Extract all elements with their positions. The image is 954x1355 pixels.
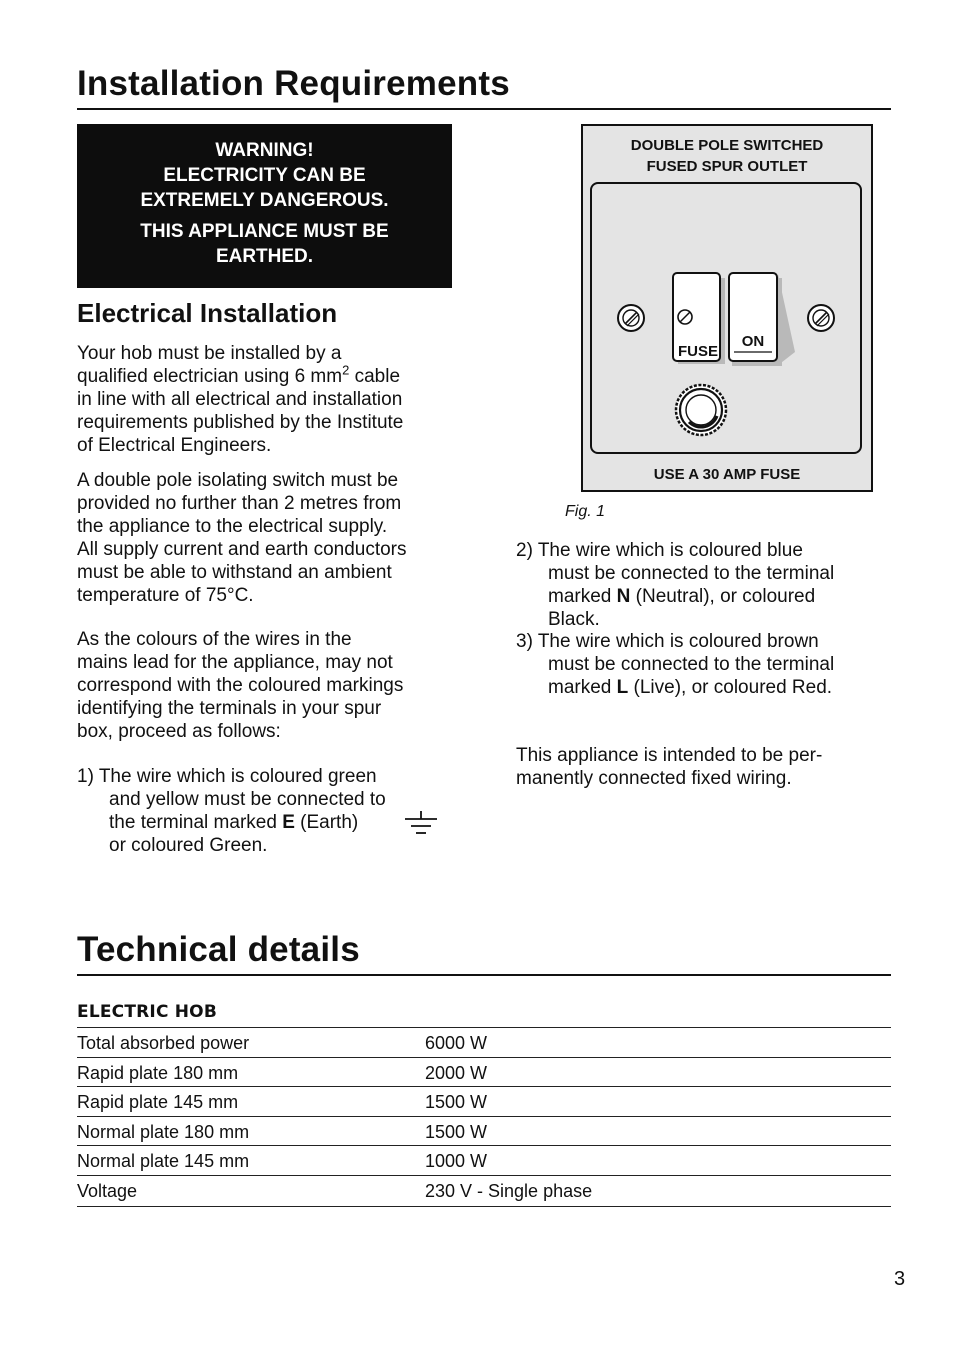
- spur-outlet-diagram: [581, 124, 873, 492]
- title-rule: [77, 108, 891, 110]
- text-line: of Electrical Engineers.: [77, 435, 272, 456]
- text-line: in line with all electrical and installation: [77, 389, 403, 410]
- text-line: [516, 676, 886, 699]
- warning-line: ELECTRICITY CAN BE: [163, 165, 366, 186]
- row-value: 1000 W: [425, 1151, 488, 1171]
- text-line: must be connected to the terminal: [548, 563, 835, 584]
- figure-top-label: DOUBLE POLE SWITCHED: [630, 137, 824, 154]
- table-row: [77, 1175, 891, 1207]
- figure-caption: Fig. 1: [565, 503, 606, 520]
- text-line: As the colours of the wires in the: [77, 629, 352, 650]
- list-item-neutral: [516, 539, 886, 631]
- text-line: must be able to withstand an ambient: [77, 562, 392, 583]
- text-span: marked: [548, 677, 617, 698]
- warning-line: THIS APPLIANCE MUST BE: [140, 221, 389, 242]
- page-number: 3: [894, 1268, 906, 1290]
- text-span: marked: [548, 586, 617, 607]
- table-title: ELECTRIC HOB: [77, 1002, 217, 1022]
- warning-line: EARTHED.: [215, 246, 314, 267]
- on-label: ON: [741, 333, 765, 350]
- table-row: [77, 1057, 891, 1088]
- text-line: [77, 811, 457, 834]
- technical-rule: [77, 974, 891, 976]
- list-item-earth: [77, 765, 457, 857]
- text-line: the appliance to the electrical supply.: [77, 516, 388, 537]
- row-label: Rapid plate 180 mm: [77, 1063, 239, 1083]
- text-line: provided no further than 2 metres from: [77, 493, 402, 514]
- row-label: Normal plate 145 mm: [77, 1151, 250, 1171]
- text-line: requirements published by the Institute: [77, 412, 404, 433]
- text-line: [516, 585, 886, 608]
- text-line: A double pole isolating switch must be: [77, 470, 399, 491]
- table-row: [77, 1086, 891, 1117]
- list-item-live: [516, 630, 886, 699]
- text-line: correspond with the coloured markings: [77, 675, 404, 696]
- warning-box: [77, 124, 452, 288]
- text-span: cable: [349, 366, 401, 387]
- row-value: 230 V - Single phase: [425, 1181, 593, 1201]
- row-value: 6000 W: [425, 1033, 488, 1053]
- text-line: temperature of 75°C.: [77, 585, 254, 606]
- fuse-label: FUSE: [677, 343, 719, 360]
- row-label: Total absorbed power: [77, 1033, 250, 1053]
- text-line: This appliance is intended to be per-: [516, 745, 823, 766]
- text-span: (Earth): [294, 812, 359, 833]
- row-label: Normal plate 180 mm: [77, 1122, 250, 1142]
- row-value: 1500 W: [425, 1122, 488, 1142]
- table-row: [77, 1145, 891, 1176]
- figure-bottom-label: USE A 30 AMP FUSE: [653, 466, 801, 483]
- row-value: 2000 W: [425, 1063, 488, 1083]
- screw-icon: [808, 305, 834, 331]
- text-line: manently connected fixed wiring.: [516, 768, 792, 789]
- text-span: the terminal marked: [109, 812, 283, 833]
- superscript: 2: [342, 362, 350, 378]
- section-heading-electrical: Electrical Installation: [77, 298, 338, 328]
- text-span: (Live), or coloured Red.: [628, 677, 833, 698]
- paragraph-isolating-switch: [77, 469, 457, 607]
- terminal-letter: E: [282, 812, 295, 833]
- text-line: 2) The wire which is coloured blue: [516, 540, 803, 561]
- row-label: Rapid plate 145 mm: [77, 1092, 239, 1112]
- text-line: 3) The wire which is coloured brown: [516, 631, 819, 652]
- paragraph-installer: [77, 342, 457, 457]
- paragraph-fixed-wiring: [516, 744, 886, 790]
- page-title: Installation Requirements: [77, 64, 510, 103]
- text-line: 1) The wire which is coloured green: [77, 766, 377, 787]
- table-row: [77, 1116, 891, 1147]
- text-line: Black.: [548, 609, 600, 630]
- row-value: 1500 W: [425, 1092, 488, 1112]
- section-title-technical: Technical details: [77, 930, 360, 969]
- text-line: mains lead for the appliance, may not: [77, 652, 393, 673]
- text-line: must be connected to the terminal: [548, 654, 835, 675]
- text-line: All supply current and earth conductors: [77, 539, 407, 560]
- text-line: or coloured Green.: [109, 835, 268, 856]
- text-span: qualified electrician using 6 mm: [77, 366, 343, 387]
- table-row: [77, 1027, 891, 1058]
- earth-symbol-icon: [402, 810, 440, 836]
- text-line: box, proceed as follows:: [77, 721, 281, 742]
- text-line: [77, 362, 457, 388]
- text-line: identifying the terminals in your spur: [77, 698, 382, 719]
- warning-line: WARNING!: [215, 140, 314, 161]
- text-span: (Neutral), or coloured: [630, 586, 816, 607]
- text-line: and yellow must be connected to: [109, 789, 386, 810]
- row-label: Voltage: [77, 1181, 138, 1201]
- figure-spur-outlet: [581, 124, 873, 492]
- terminal-letter: N: [616, 586, 631, 607]
- paragraph-wire-colours: [77, 628, 457, 743]
- screw-icon: [618, 305, 644, 331]
- figure-top-label: FUSED SPUR OUTLET: [646, 158, 808, 175]
- text-line: Your hob must be installed by a: [77, 343, 342, 364]
- warning-line: EXTREMELY DANGEROUS.: [140, 190, 389, 211]
- terminal-letter: L: [616, 677, 629, 698]
